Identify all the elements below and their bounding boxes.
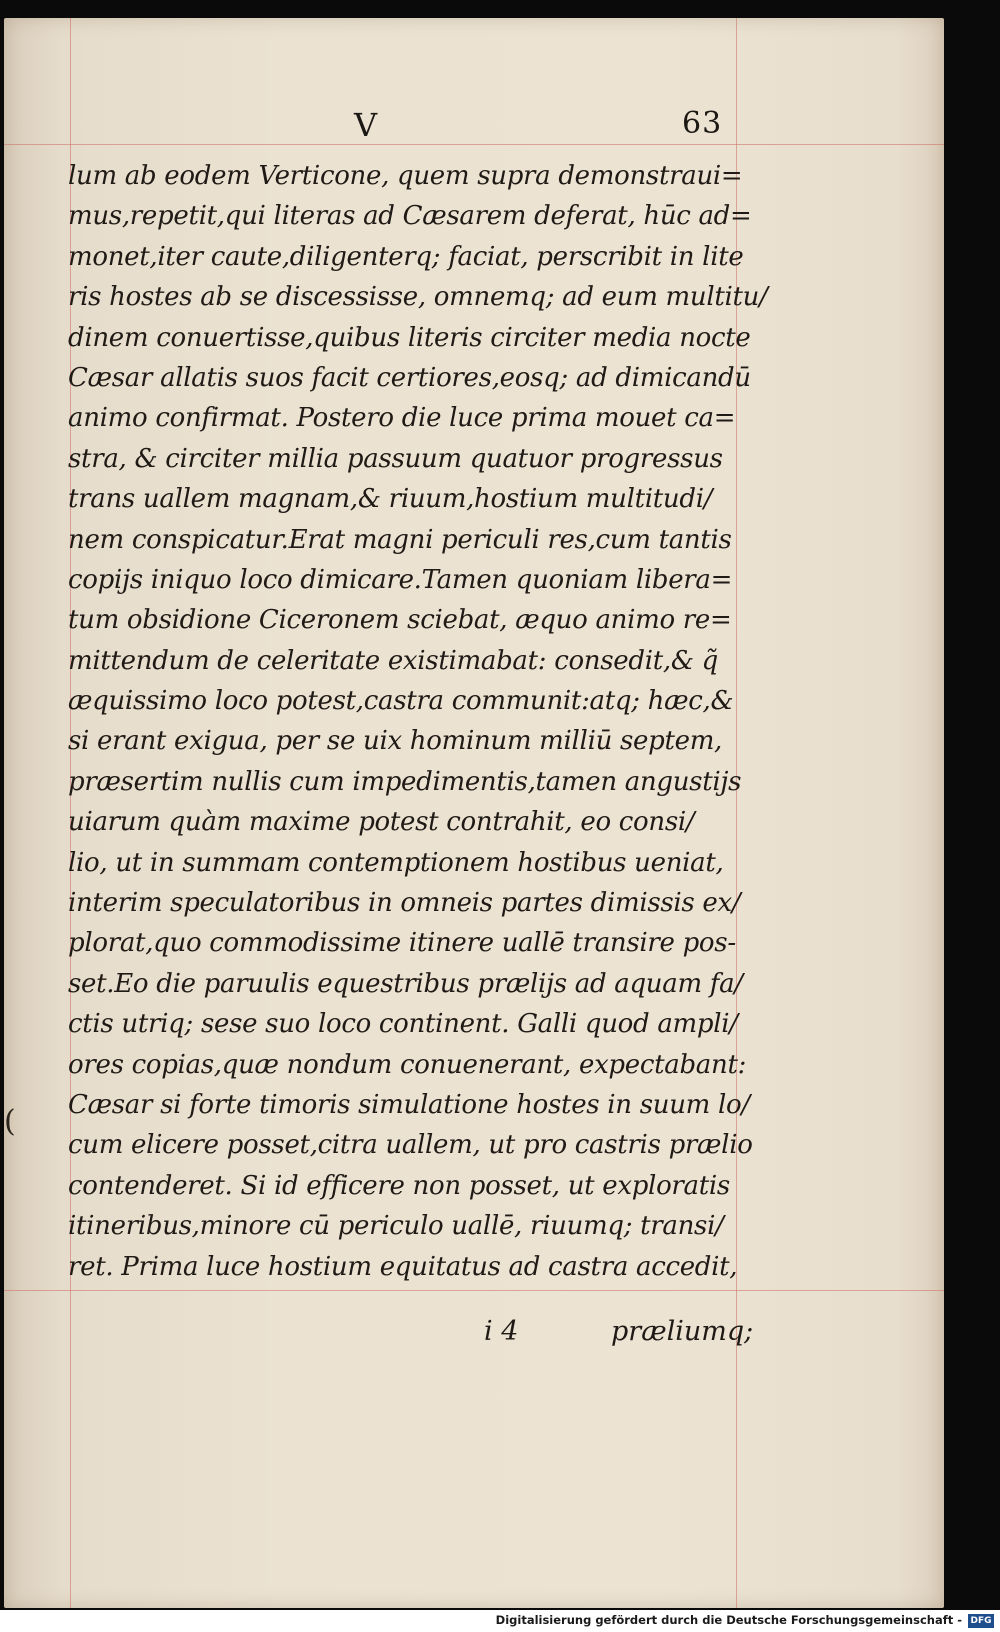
text-line: interim speculatoribus in omneis partes dimissis ex/ xyxy=(68,888,741,919)
body-text xyxy=(68,156,768,1287)
text-line: lio, ut in summam contemptionem hostibus ueniat, xyxy=(68,847,724,878)
text-line: Cæsar si forte timoris simulatione hostes in suum lo/ xyxy=(68,1089,750,1120)
text-line: mus,repetit,qui literas ad Cæsarem deferat, hūc ad= xyxy=(68,201,752,232)
text-line: lum ab eodem Verticone, quem supra demonstraui= xyxy=(68,161,743,191)
text-line: itineribus,minore cū periculo uallē, riuumq; transi/ xyxy=(68,1211,724,1242)
catchword: præliumq; xyxy=(611,1316,754,1347)
text-line: Cæsar allatis suos facit certiores,eosq; ad dimicandū xyxy=(68,362,751,393)
credit-bar xyxy=(0,1610,1000,1632)
text-line: præsertim nullis cum impedimentis,tamen angustijs xyxy=(68,766,742,797)
text-line: mittendum de celeritate existimabat: consedit,& q̃ xyxy=(68,645,719,676)
text-line: æquissimo loco potest,castra communit:atq; hæc,& xyxy=(68,686,734,717)
funding-credit: Digitalisierung gefördert durch die Deutsche Forschungsgemeinschaft - xyxy=(495,1613,962,1627)
page-number: 63 xyxy=(682,106,723,141)
text-line: nem conspicatur.Erat magni periculi res,cum tantis xyxy=(68,524,732,555)
running-head-letter: V xyxy=(354,106,378,144)
text-line: ret. Prima luce hostium equitatus ad castra accedit, xyxy=(68,1251,738,1282)
dfg-logo-icon: DFG xyxy=(968,1614,994,1628)
signature-mark: i 4 xyxy=(484,1316,519,1347)
book-page xyxy=(4,18,944,1608)
running-head xyxy=(4,106,944,156)
text-line: monet,iter caute,diligenterq; faciat, perscribit in lite xyxy=(68,241,744,272)
text-line: uiarum quàm maxime potest contrahit, eo consi/ xyxy=(68,807,695,838)
text-line: dinem conuertisse,quibus literis circiter media nocte xyxy=(68,322,751,353)
text-line: cum elicere posset,citra uallem, ut pro castris prælio xyxy=(68,1130,753,1161)
text-line: set.Eo die paruulis equestribus prælijs ad aquam fa/ xyxy=(68,968,743,999)
text-line: animo confirmat. Postero die luce prima mouet ca= xyxy=(68,403,736,434)
text-line: si erant exigua, per se uix hominum milliū septem, xyxy=(68,726,723,757)
text-line: contenderet. Si id efficere non posset, ut exploratis xyxy=(68,1170,730,1201)
ruled-line-bottom xyxy=(4,1290,944,1291)
text-line: copijs iniquo loco dimicare.Tamen quoniam libera= xyxy=(68,564,733,595)
text-line: ctis utriq; sese suo loco continent. Galli quod ampli/ xyxy=(68,1009,738,1040)
margin-mark: ( xyxy=(4,1104,16,1139)
catchline xyxy=(4,1316,944,1360)
text-line: plorat,quo commodissime itinere uallē transire pos- xyxy=(68,928,736,959)
text-line: trans uallem magnam,& riuum,hostium multitudi/ xyxy=(68,484,713,515)
text-line: stra, & circiter millia passuum quatuor progressus xyxy=(68,443,723,474)
text-line: ores copias,quæ nondum conuenerant, expectabant: xyxy=(68,1049,747,1080)
text-line: tum obsidione Ciceronem sciebat, æquo animo re= xyxy=(68,605,732,636)
text-line: ris hostes ab se discessisse, omnemq; ad eum multitu/ xyxy=(68,282,768,313)
